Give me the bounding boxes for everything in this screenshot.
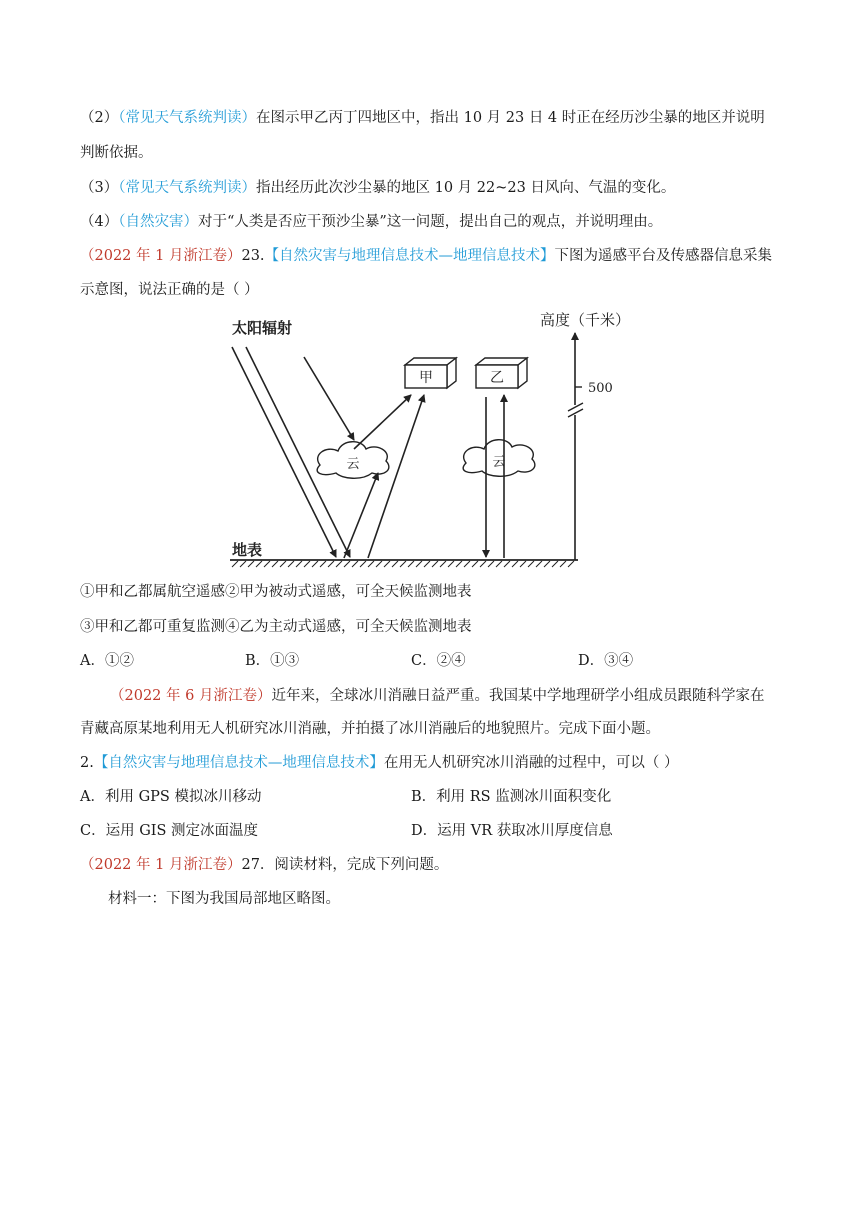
question-27 <box>80 855 448 875</box>
statements-line-1 <box>80 582 472 602</box>
sensor-a-label: 甲 <box>419 370 433 386</box>
question-text: 在图示甲乙丙丁四地区中，指出 10 月 23 日 4 时正在经历沙尘暴的地区并说明 <box>255 110 765 126</box>
statement-text: ①甲和乙都属航空遥感②甲为被动式遥感，可全天候监测地表 <box>80 584 472 600</box>
height-axis-label: 高度（千米） <box>540 311 631 329</box>
question-number: （2） <box>80 110 119 126</box>
tick-500-label: 500 <box>588 381 613 396</box>
question-23-line-1 <box>80 246 772 266</box>
question-number: 23. <box>241 248 265 264</box>
option-a[interactable]: A．利用 GPS 模拟冰川移动 <box>80 789 262 805</box>
source-tag: （2022 年 1 月浙江卷） <box>80 857 242 873</box>
option-d[interactable]: D．③④ <box>578 653 634 669</box>
question-text: 示意图，说法正确的是（ ） <box>80 282 259 298</box>
ground-label: 地表 <box>232 541 263 559</box>
topic-tag: 【自然灾害与地理信息技术—地理信息技术】 <box>264 248 555 264</box>
option-c[interactable]: C．②④ <box>411 653 466 669</box>
topic-tag: （常见天气系统判读） <box>118 110 256 126</box>
option-c[interactable]: C．运用 GIS 测定冰面温度 <box>80 823 259 839</box>
intro-text: 青藏高原某地利用无人机研究冰川消融，并拍摄了冰川消融后的地貌照片。完成下面小题。 <box>80 721 660 737</box>
question-text: 在用无人机研究冰川消融的过程中，可以（ ） <box>383 755 679 771</box>
intro-text: 近年来，全球冰川消融日益严重。我国某中学地理研学小组成员跟随科学家在 <box>271 688 765 704</box>
question-3 <box>80 178 675 198</box>
height-axis <box>568 333 583 560</box>
question-text: 判断依据。 <box>80 145 153 161</box>
option-b[interactable]: B．①③ <box>245 653 300 669</box>
option-b[interactable]: B．利用 RS 监测冰川面积变化 <box>411 789 612 805</box>
ground-surface <box>230 560 578 567</box>
sensor-platform-a <box>405 358 456 388</box>
topic-tag: （自然灾害） <box>118 214 198 230</box>
material-1 <box>108 889 340 909</box>
source-tag: （2022 年 1 月浙江卷） <box>80 248 242 264</box>
statement-text: ③甲和乙都可重复监测④乙为主动式遥感，可全天候监测地表 <box>80 619 472 635</box>
sensor-platform-b <box>476 358 527 388</box>
cloud-2 <box>463 440 535 477</box>
question-2b <box>80 753 678 773</box>
question-text: 27．阅读材料，完成下列问题。 <box>241 857 449 873</box>
cloud-1 <box>317 442 389 479</box>
question-number: 2. <box>80 755 94 771</box>
question-number: （3） <box>80 180 119 196</box>
question-2-line-2 <box>80 143 153 163</box>
cloud-2-label: 云 <box>492 455 506 470</box>
sun-radiation-label: 太阳辐射 <box>232 319 293 337</box>
question-number: （4） <box>80 214 119 230</box>
question-23-line-2 <box>80 280 259 300</box>
option-d[interactable]: D．运用 VR 获取冰川厚度信息 <box>411 823 613 839</box>
question-text: 对于“人类是否应干预沙尘暴”这一问题，提出自己的观点，并说明理由。 <box>197 214 663 230</box>
source-tag: （2022 年 6 月浙江卷） <box>110 688 272 704</box>
option-a[interactable]: A．①② <box>80 653 134 669</box>
statements-line-2 <box>80 617 472 637</box>
question-4 <box>80 212 662 232</box>
question-2-line-1 <box>80 108 765 128</box>
cloud-1-label: 云 <box>346 457 360 472</box>
sensor-b-label: 乙 <box>490 370 504 386</box>
material-text: 材料一：下图为我国局部地区略图。 <box>108 891 340 907</box>
remote-sensing-diagram <box>0 305 860 575</box>
topic-tag: （常见天气系统判读） <box>118 180 256 196</box>
topic-tag: 【自然灾害与地理信息技术—地理信息技术】 <box>93 755 384 771</box>
intro-line-2 <box>80 719 660 739</box>
question-text: 指出经历此次沙尘暴的地区 10 月 22~23 日风向、气温的变化。 <box>255 180 676 196</box>
intro-line-1 <box>110 686 764 706</box>
question-text: 下图为遥感平台及传感器信息采集 <box>554 248 773 264</box>
